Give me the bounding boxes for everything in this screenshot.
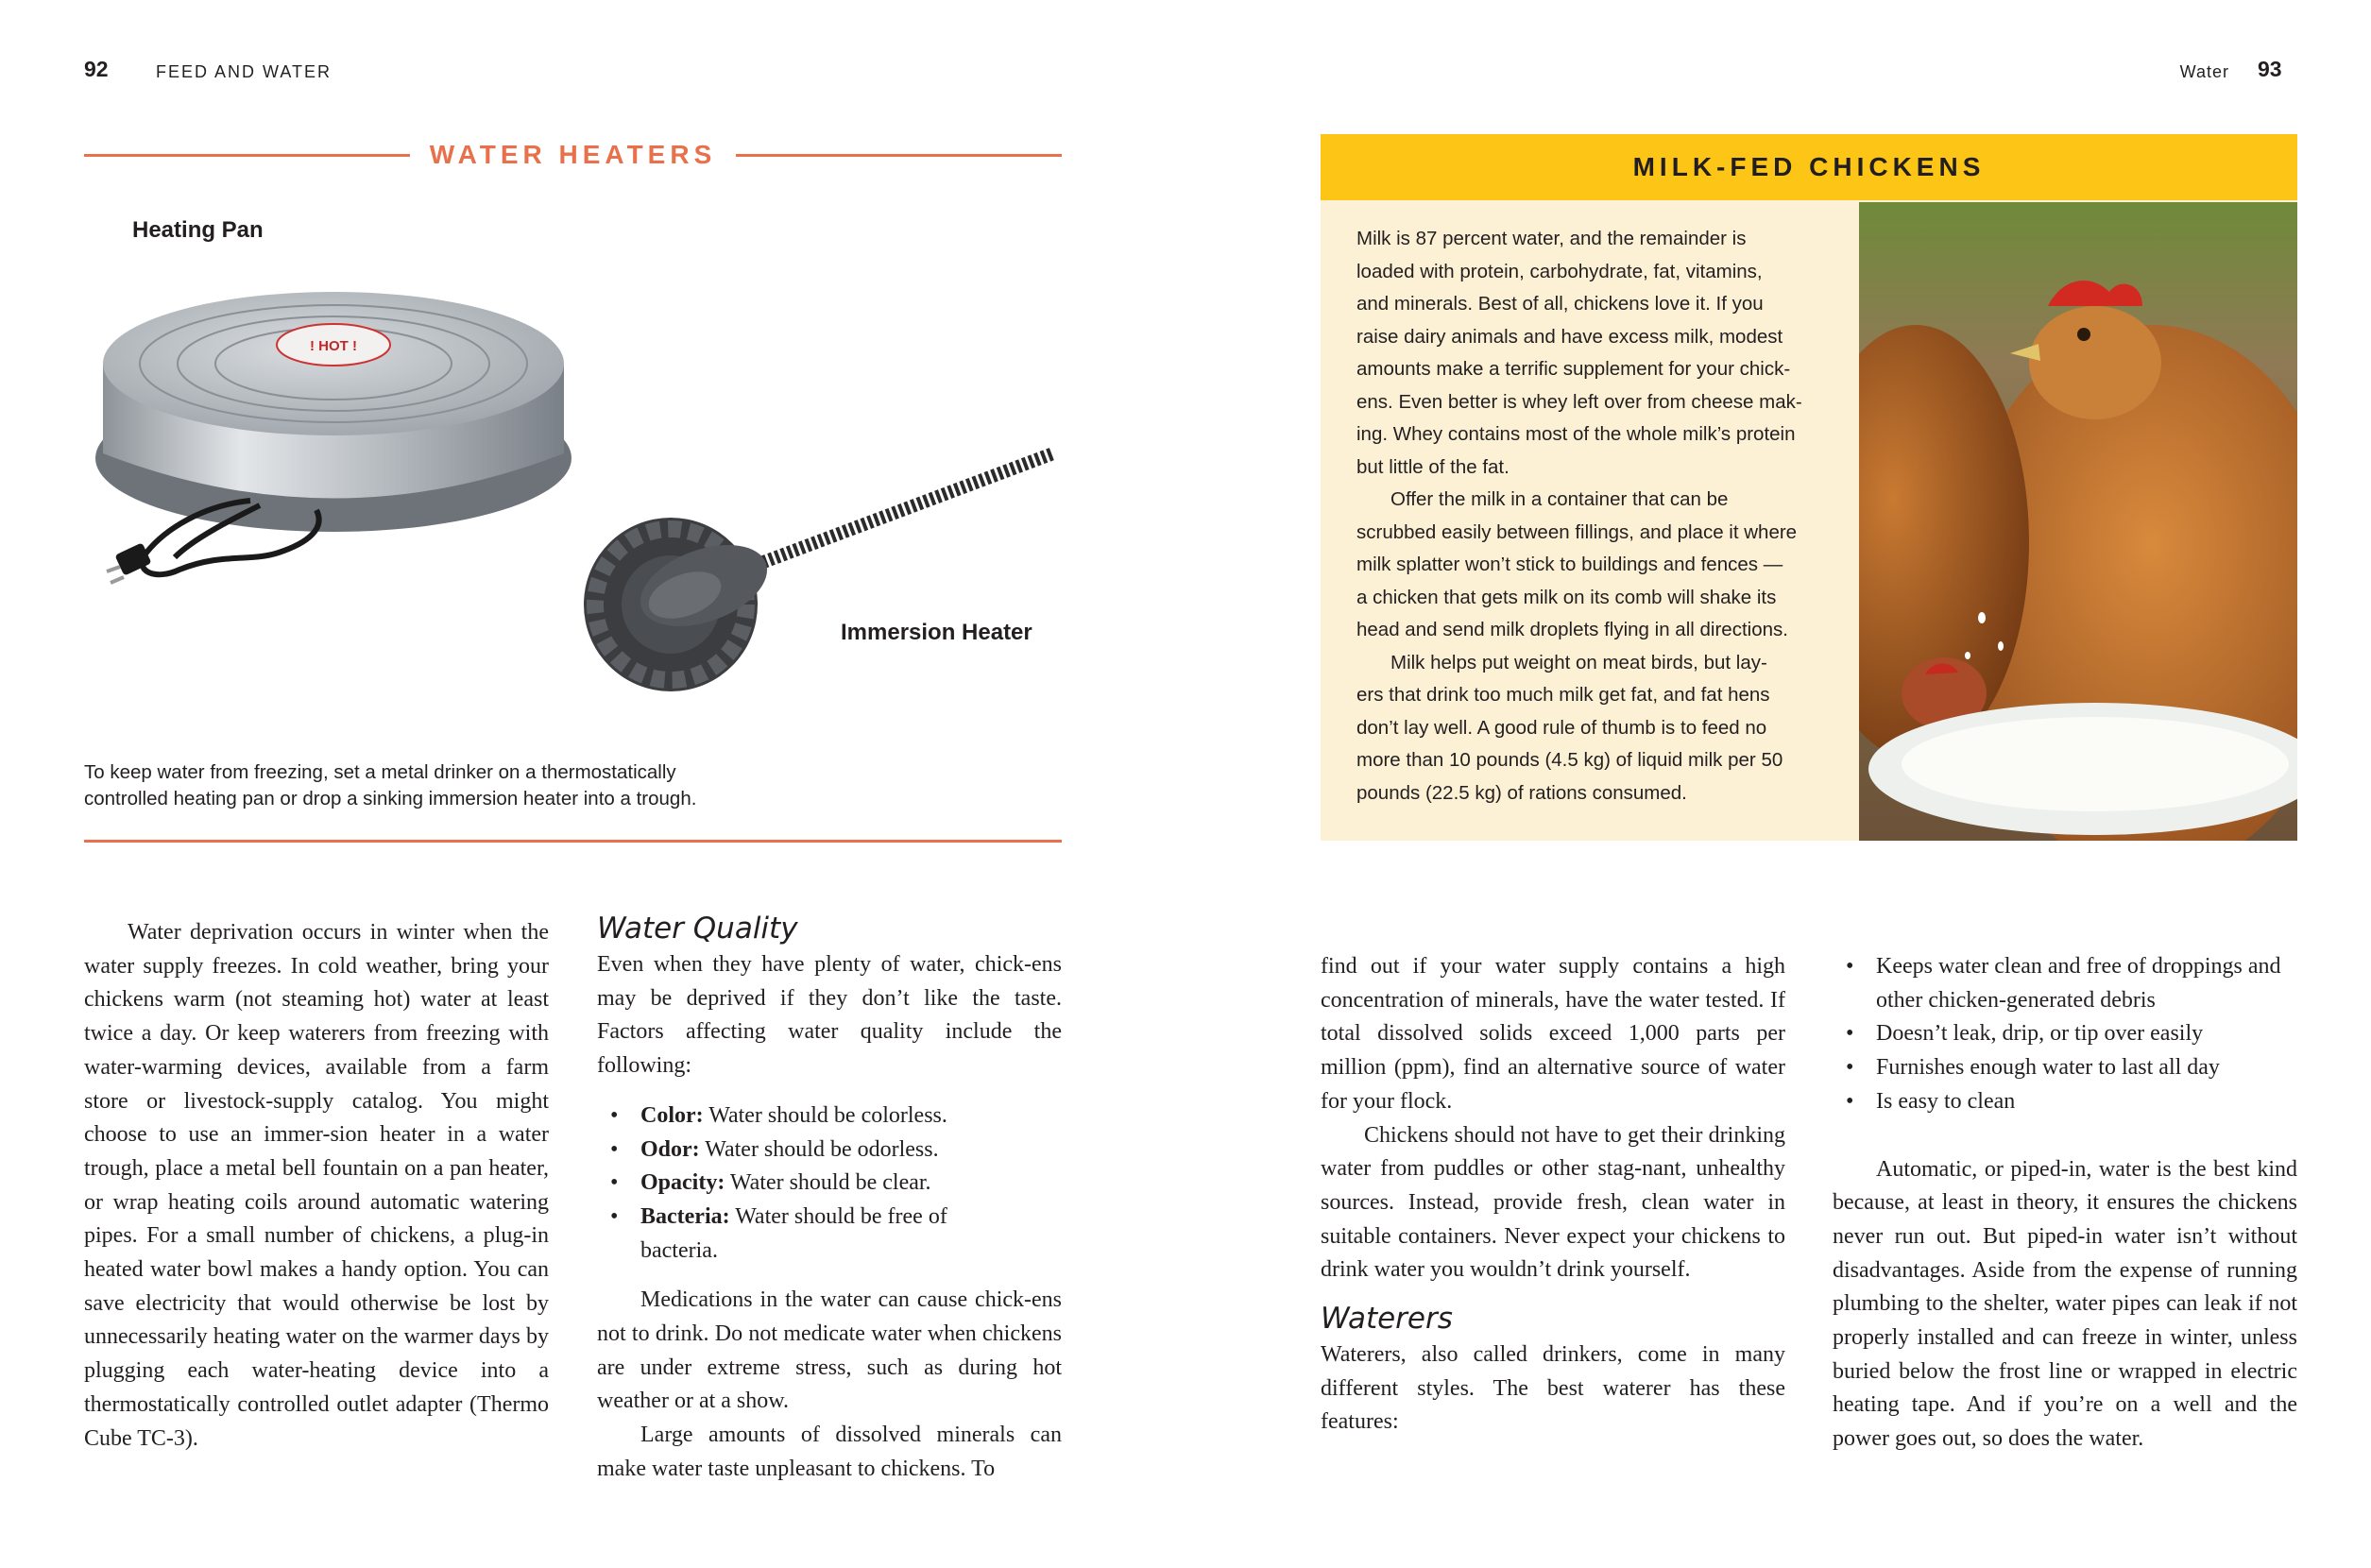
list-item: • Furnishes enough water to last all day xyxy=(1833,1051,2297,1085)
body-column-1 xyxy=(84,916,549,1456)
bullet-text: Water should be clear. xyxy=(725,1170,931,1196)
heating-pan-label: Heating Pan xyxy=(132,217,264,243)
bullet-text: Water should be odorless. xyxy=(699,1136,939,1162)
sidebar-line: a chicken that gets milk on its comb will shake its xyxy=(1356,586,1777,608)
running-head-right: Water xyxy=(2179,62,2229,81)
sidebar-line: ing. Whey contains most of the whole milk’s protein xyxy=(1356,423,1796,445)
list-item: • Doesn’t leak, drip, or tip over easily xyxy=(1833,1017,2297,1051)
sidebar-paragraph-2 xyxy=(1356,484,1885,647)
body-column-2 xyxy=(597,909,1062,1487)
figure-title-rule-left xyxy=(84,154,410,157)
waterer-features-list xyxy=(1833,950,2297,1119)
body-paragraph: Large amounts of dissolved minerals can make water taste unpleasant to chickens. To xyxy=(597,1423,1062,1481)
sidebar-line: and minerals. Best of all, chickens love it. If you xyxy=(1356,293,1764,315)
figure-caption-line: controlled heating pan or drop a sinking immersion heater into a trough. xyxy=(84,788,697,810)
list-item xyxy=(597,1099,1062,1133)
sidebar-paragraph-3 xyxy=(1356,647,1885,810)
water-quality-heading: Water Quality xyxy=(597,912,798,946)
figure-caption xyxy=(84,759,1066,812)
waterers-heading: Waterers xyxy=(1321,1302,1453,1337)
bullet-term: Bacteria: xyxy=(640,1203,730,1229)
body-column-4 xyxy=(1833,950,2297,1457)
sidebar-line: milk splatter won’t stick to buildings and fences — xyxy=(1356,554,1783,575)
heating-pan-image xyxy=(90,269,581,600)
list-item xyxy=(597,1201,1062,1268)
sidebar-line: don’t lay well. A good rule of thumb is to feed no xyxy=(1356,716,1767,739)
page-number-left: 92 xyxy=(84,57,109,81)
figure-title-rule-right xyxy=(736,154,1062,157)
body-paragraph: Waterers, also called drinkers, come in many different styles. The best waterer has these features: xyxy=(1321,1342,1785,1435)
sidebar-line: but little of the fat. xyxy=(1356,455,1510,478)
sidebar-line: ens. Even better is whey left over from cheese mak- xyxy=(1356,390,1802,413)
body-paragraph: find out if your water supply contains a high concentration of minerals, have the water tested. If total dissolved solids exceed 1,000 parts per million (ppm), find an alternative source of water for your flock. xyxy=(1321,954,1785,1114)
sidebar-title: MILK-FED CHICKENS xyxy=(1321,134,2297,200)
sidebar-line: Offer the milk in a container that can be xyxy=(1390,488,1729,510)
sidebar-line: Milk is 87 percent water, and the remainder is xyxy=(1356,228,1747,249)
list-item xyxy=(597,1167,1062,1201)
immersion-heater-image xyxy=(562,444,1058,704)
sidebar-line: raise dairy animals and have excess milk, modest xyxy=(1356,325,1783,348)
milk-fed-chickens-sidebar xyxy=(1321,134,2297,841)
figure-bottom-rule xyxy=(84,840,1062,843)
figure-caption-line: To keep water from freezing, set a metal drinker on a thermostatically xyxy=(84,761,676,783)
bullet-term: Odor: xyxy=(640,1136,700,1162)
sidebar-line: amounts make a terrific supplement for your chick- xyxy=(1356,358,1791,380)
list-item xyxy=(597,1133,1062,1167)
list-item: • Is easy to clean xyxy=(1833,1085,2297,1119)
page-number-right: 93 xyxy=(2258,57,2282,81)
sidebar-line: ers that drink too much milk get fat, and fat hens xyxy=(1356,684,1770,706)
body-paragraph: Medications in the water can cause chick-ens not to drink. Do not medicate water when chickens are under extreme stress, such as during hot weather or at a show. xyxy=(597,1287,1062,1414)
figure-title: WATER HEATERS xyxy=(429,140,717,169)
sidebar-line: Milk helps put weight on meat birds, but lay- xyxy=(1390,651,1767,673)
running-head-left: FEED AND WATER xyxy=(156,62,333,81)
sidebar-line: pounds (22.5 kg) of rations consumed. xyxy=(1356,781,1687,804)
sidebar-paragraph-1 xyxy=(1356,223,1885,484)
sidebar-text xyxy=(1356,223,1885,810)
sidebar-line: scrubbed easily between fillings, and place it where xyxy=(1356,520,1798,543)
body-paragraph: Chickens should not have to get their drinking water from puddles or other stag-nant, unhealthy sources. Instead, provide fresh, clean water in suitable containers. Never expect your chickens to drink water you wouldn’t drink yourself. xyxy=(1321,1122,1785,1283)
sidebar-line: head and send milk droplets flying in all directions. xyxy=(1356,619,1788,640)
water-quality-list xyxy=(597,1099,1062,1269)
pan-hot-sticker: ! HOT ! xyxy=(310,338,357,354)
bullet-term: Opacity: xyxy=(640,1170,725,1196)
bullet-term: Color: xyxy=(640,1102,704,1128)
sidebar-line: more than 10 pounds (4.5 kg) of liquid milk per 50 xyxy=(1356,749,1783,771)
bullet-text: Water should be colorless. xyxy=(703,1102,947,1128)
bullet-text: Water should be free of bacteria. xyxy=(640,1203,947,1263)
sidebar-line: loaded with protein, carbohydrate, fat, vitamins, xyxy=(1356,260,1763,282)
body-paragraph: Water deprivation occurs in winter when the water supply freezes. In cold weather, bring your chickens warm (not steaming hot) water at least twice a day. Or keep waterers from freezing with water-warming devices, available from a farm store or livestock-supply catalog. You might choose to use an immer-sion heater in a water trough, place a metal bell fountain on a pan heater, or wrap heating coils around automatic watering pipes. For a small number of chickens, a plug-in heated water bowl makes a handy option. You can save electricity that would otherwise be lost by unnecessarily heating water on the warmer days by plugging each water-heating device into a thermostatically controlled outlet adapter (Thermo Cube TC-3). xyxy=(84,920,549,1451)
list-item: • Keeps water clean and free of droppings and other chicken-generated debris xyxy=(1833,950,2297,1017)
body-paragraph: Automatic, or piped-in, water is the best kind because, at least in theory, it ensures the chickens never run out. But piped-in water isn’t without disadvantages. Aside from the expense of running plumbing to the shelter, water pipes can leak if not properly installed and can freeze in winter, unless buried below the frost line or wrapped in electric heating tape. And if you’re on a well and the power goes out, so does the water. xyxy=(1833,1156,2297,1452)
water-quality-intro: Even when they have plenty of water, chick-ens may be deprived if they don’t like the taste. Factors affecting water quality include the following: xyxy=(597,952,1062,1079)
body-column-3 xyxy=(1321,950,1785,1440)
immersion-heater-label: Immersion Heater xyxy=(841,620,1032,645)
chickens-drinking-photo xyxy=(1859,202,2297,841)
